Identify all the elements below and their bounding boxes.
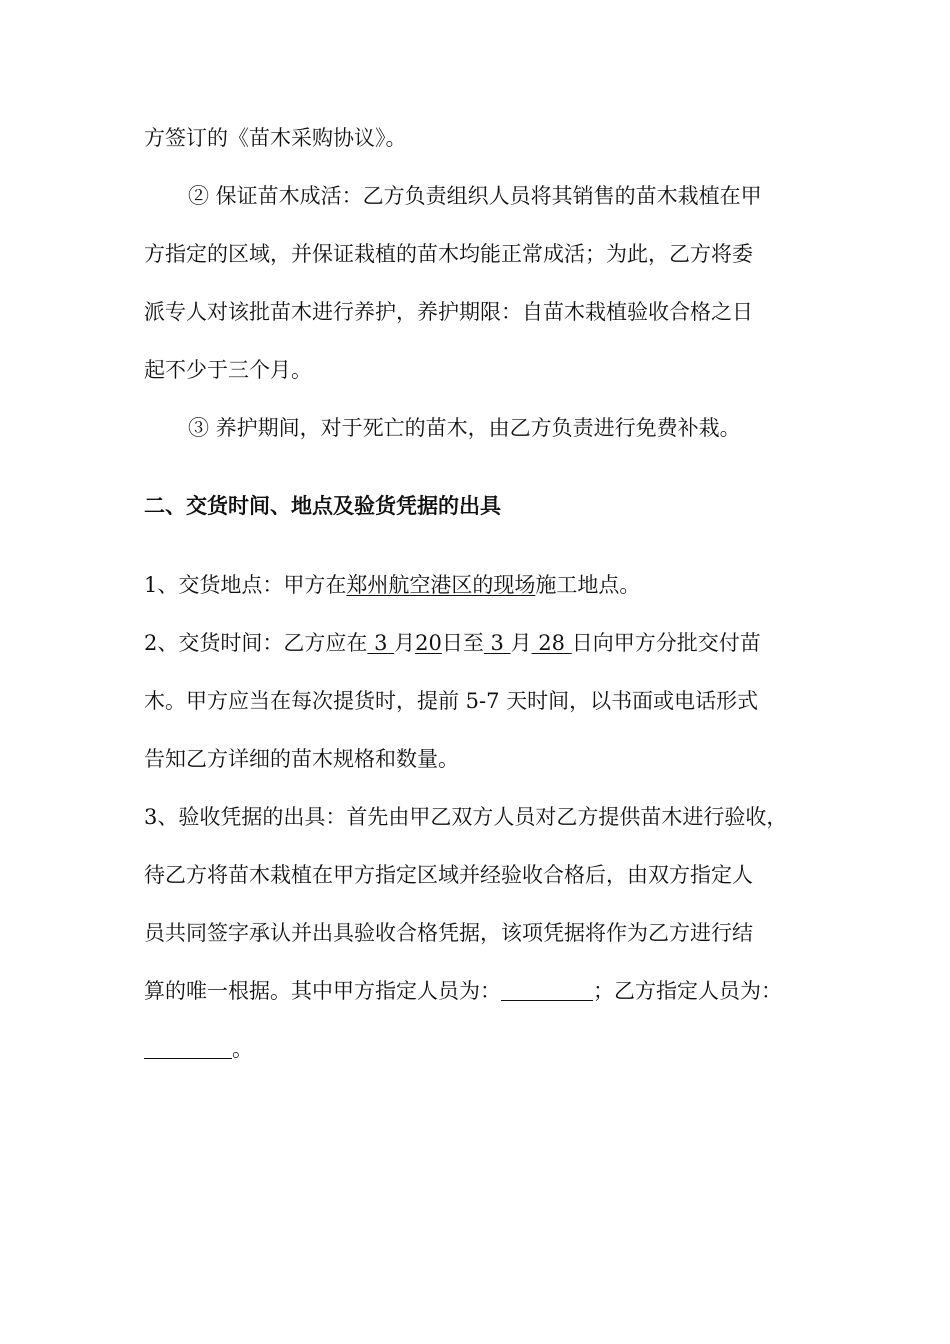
end-month: 3 (490, 631, 504, 655)
paragraph-line: 方指定的区域，并保证栽植的苗木均能正常成活；为此，乙方将委 (144, 242, 753, 266)
paragraph-line: ② 保证苗木成活：乙方负责组织人员将其销售的苗木栽植在甲 (188, 184, 762, 208)
party-a-person-blank[interactable] (501, 980, 593, 1001)
start-day: 20 (415, 631, 442, 655)
text-fragment: 施工地点。 (535, 573, 641, 597)
paragraph-line: 方签订的《苗木采购协议》。 (144, 126, 407, 150)
paragraph-line: 木。甲方应当在每次提货时，提前 5-7 天时间，以书面或电话形式 (144, 689, 759, 713)
text-fragment: 算的唯一根据。其中甲方指定人员为： (144, 979, 501, 1003)
text-fragment: 月 (394, 631, 416, 655)
delivery-location: 郑州航空港区的现场 (346, 573, 536, 597)
delivery-time-line (144, 629, 761, 657)
party-b-person-blank[interactable] (144, 1038, 232, 1059)
designated-person-line (144, 977, 782, 1005)
paragraph-line: 起不少于三个月。 (144, 358, 312, 382)
paragraph-line: ③ 养护期间，对于死亡的苗木，由乙方负责进行免费补栽。 (188, 416, 741, 440)
text-fragment: 。 (232, 1037, 253, 1061)
text-fragment: 2、交货时间：乙方应在 (144, 631, 368, 655)
text-fragment: 月 (510, 631, 532, 655)
paragraph-line: 待乙方将苗木栽植在甲方指定区域并经验收合格后，由双方指定人 (144, 863, 753, 887)
text-fragment: ；乙方指定人员为： (593, 979, 782, 1003)
paragraph-line: 派专人对该批苗木进行养护，养护期限：自苗木栽植验收合格之日 (144, 300, 753, 324)
text-fragment: 日至 (441, 631, 484, 655)
section-heading: 二、交货时间、地点及验货凭据的出具 (144, 493, 501, 518)
designated-person-line-2 (144, 1035, 253, 1063)
text-fragment: 日向甲方分批交付苗 (571, 631, 761, 655)
end-day: 28 (538, 631, 566, 655)
text-fragment: 1、交货地点：甲方在 (144, 573, 347, 597)
paragraph-line: 3、验收凭据的出具：首先由甲乙双方人员对乙方提供苗木进行验收， (144, 805, 788, 829)
paragraph-line: 告知乙方详细的苗木规格和数量。 (144, 747, 459, 771)
paragraph-line: 员共同签字承认并出具验收合格凭据，该项凭据将作为乙方进行结 (144, 921, 753, 945)
delivery-location-line (144, 571, 640, 599)
start-month: 3 (374, 631, 388, 655)
